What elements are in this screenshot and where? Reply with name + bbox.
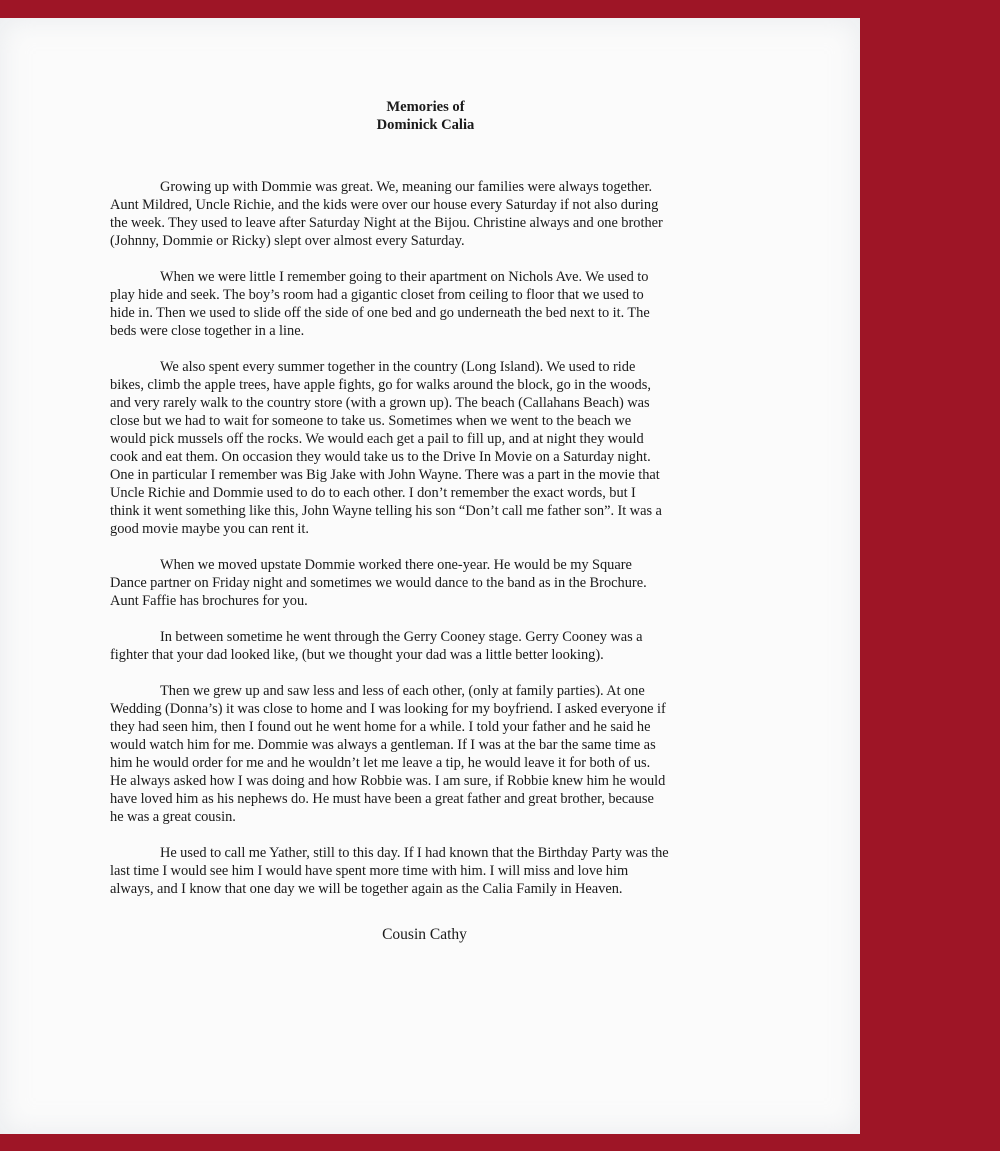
paragraph-line: he was a great cousin. (110, 809, 236, 825)
paragraph-line: Growing up with Dommie was great. We, meaning our families were always together. (160, 179, 653, 195)
paragraph-5 (110, 628, 735, 664)
paragraph-line: When we were little I remember going to their apartment on Nichols Ave. We used to (160, 269, 649, 285)
paragraph-line: bikes, climb the apple trees, have apple fights, go for walks around the block, go in the woods, (110, 377, 651, 393)
document-title (116, 98, 735, 134)
paragraph-line: Then we grew up and saw less and less of each other, (only at family parties). At one (160, 683, 645, 699)
paragraph-line: fighter that your dad looked like, (but we thought your dad was a little better looking). (110, 647, 604, 663)
paragraph-line: Uncle Richie and Dommie used to do to each other. I don’t remember the exact words, but I (110, 485, 636, 501)
paragraph-line: One in particular I remember was Big Jake with John Wayne. There was a part in the movie that (110, 467, 660, 483)
paragraph-line: would watch him for me. Dommie was always a gentleman. If I was at the bar the same time as (110, 737, 656, 753)
paragraph-line: last time I would see him I would have spent more time with him. I will miss and love him (110, 863, 629, 879)
paragraph-line: He always asked how I was doing and how Robbie was. I am sure, if Robbie knew him he would (110, 773, 666, 789)
paragraph-line: We also spent every summer together in the country (Long Island). We used to ride (160, 359, 636, 375)
paragraph-line: Aunt Mildred, Uncle Richie, and the kids were over our house every Saturday if not also during (110, 197, 659, 213)
paragraph-line: cook and eat them. On occasion they would take us to the Drive In Movie on a Saturday night. (110, 449, 651, 465)
paragraph-3 (110, 358, 735, 538)
signature: Cousin Cathy (382, 926, 467, 943)
paragraph-4 (110, 556, 735, 610)
paragraph-1 (110, 178, 735, 250)
document-page (0, 18, 860, 1134)
paragraph-line: good movie maybe you can rent it. (110, 521, 310, 537)
paragraph-line: would pick mussels off the rocks. We would each get a pail to fill up, and at night they would (110, 431, 644, 447)
paragraph-line: Wedding (Donna’s) it was close to home and I was looking for my boyfriend. I asked everyone if (110, 701, 666, 717)
paragraph-line: always, and I know that one day we will be together again as the Calia Family in Heaven. (110, 881, 623, 897)
document-body (110, 98, 735, 944)
paragraph-line: beds were close together in a line. (110, 323, 305, 339)
paragraph-line: think it went something like this, John Wayne telling his son “Don’t call me father son”. It was a (110, 503, 662, 519)
paragraph-line: Dance partner on Friday night and sometimes we would dance to the band as in the Brochure. (110, 575, 647, 591)
paragraph-line: the week. They used to leave after Saturday Night at the Bijou. Christine always and one brother (110, 215, 663, 231)
paragraph-line: (Johnny, Dommie or Ricky) slept over almost every Saturday. (110, 233, 465, 249)
title-line-2: Dominick Calia (376, 117, 475, 133)
paragraph-line: Aunt Faffie has brochures for you. (110, 593, 308, 609)
paragraph-line: When we moved upstate Dommie worked there one-year. He would be my Square (160, 557, 632, 573)
paragraph-line: play hide and seek. The boy’s room had a gigantic closet from ceiling to floor that we used to (110, 287, 644, 303)
paragraph-line: close but we had to wait for someone to take us. Sometimes when we went to the beach we (110, 413, 632, 429)
paragraph-line: hide in. Then we used to slide off the side of one bed and go underneath the bed next to it. The (110, 305, 650, 321)
paragraph-line: they had seen him, then I found out he went home for a while. I told your father and he said he (110, 719, 651, 735)
paragraph-line: In between sometime he went through the Gerry Cooney stage. Gerry Cooney was a (160, 629, 643, 645)
paragraph-line: him he would order for me and he wouldn’t let me leave a tip, he would leave it for both of us. (110, 755, 651, 771)
paragraph-line: have loved him as his nephews do. He must have been a great father and great brother, because (110, 791, 654, 807)
paragraph-7 (110, 844, 735, 898)
title-line-1: Memories of (386, 99, 465, 115)
paragraph-line: and very rarely walk to the country store (with a grown up). The beach (Callahans Beach) was (110, 395, 650, 411)
paragraph-line: He used to call me Yather, still to this day. If I had known that the Birthday Party was the (160, 845, 669, 861)
paragraph-6 (110, 682, 735, 826)
paragraph-2 (110, 268, 735, 340)
